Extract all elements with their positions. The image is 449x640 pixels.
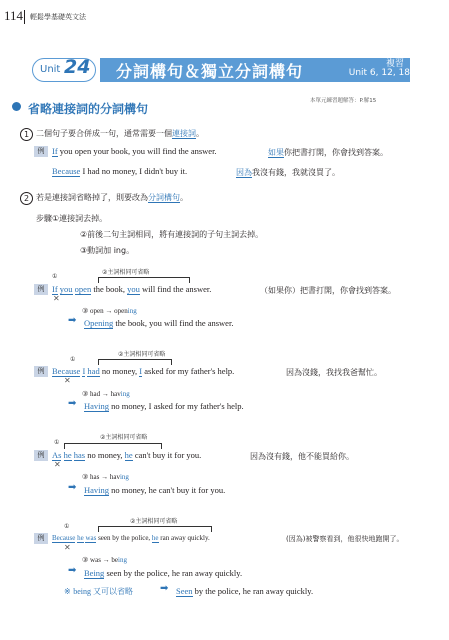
final-sentence: Seen by the police, he ran away quickly.	[176, 586, 314, 596]
page-number: 114	[4, 8, 24, 23]
point-number: 2	[20, 192, 33, 205]
example-sentence-zh: （如果你）把書打開，你會找到答案。	[260, 286, 396, 295]
example-sentence-en: If you open the book, you will find the answer.	[52, 284, 212, 294]
example-sentence-zh: 如果你把書打開，你會找到答案。	[268, 148, 388, 157]
result-arrow-icon: ➡	[68, 482, 77, 493]
result-arrow-icon: ➡	[160, 583, 169, 594]
delete-mark-icon: ✕	[64, 376, 71, 385]
step-three-change: ③ had → having	[82, 390, 130, 398]
example-badge: 例	[34, 146, 48, 157]
result-arrow-icon: ➡	[68, 398, 77, 409]
subject-bracket	[98, 277, 190, 283]
step-marker: ①	[70, 356, 76, 363]
result-arrow-icon: ➡	[68, 565, 77, 576]
example-sentence-zh: (因為)被警察看到，他很快地跑開了。	[286, 535, 404, 543]
omit-note: ②主詞相同可省略	[130, 518, 178, 525]
unit-title: 分詞構句＆獨立分詞構句	[116, 62, 304, 81]
delete-mark-icon: ✕	[53, 294, 60, 303]
example-badge: 例	[34, 366, 48, 377]
step-marker: ①	[54, 439, 60, 446]
example-badge: 例	[34, 284, 48, 295]
example-sentence-zh: 因為我沒有錢，我就沒買了。	[236, 168, 340, 177]
example-badge: 例	[34, 533, 48, 544]
step-marker: ①	[64, 523, 70, 530]
result-arrow-icon: ➡	[68, 315, 77, 326]
step-three-change: ③ open → opening	[82, 307, 137, 315]
omit-note: ②主詞相同可省略	[118, 351, 166, 358]
subject-bracket	[64, 443, 162, 449]
final-note: ※ being 又可以省略	[64, 587, 134, 596]
subject-bracket	[98, 359, 172, 365]
step-three-change: ③ has → having	[82, 473, 129, 481]
example-sentence-en: Because he was seen by the police, he ran away quickly.	[52, 534, 210, 542]
point-number: 1	[20, 128, 33, 141]
example-sentence-zh: 因為沒錢，我找我爸幫忙。	[286, 368, 382, 377]
section-title: 省略連接詞的分詞構句	[28, 102, 149, 116]
example-sentence-en: Because I had no money, I didn't buy it.	[52, 166, 188, 176]
step-three-change: ③ was → being	[82, 556, 127, 564]
header-divider	[24, 10, 25, 24]
unit-label: Unit	[40, 64, 61, 75]
result-sentence: Having no money, I asked for my father's help.	[84, 401, 244, 411]
delete-mark-icon: ✕	[64, 543, 71, 552]
delete-mark-icon: ✕	[54, 460, 61, 469]
result-sentence: Opening the book, you will find the answer.	[84, 318, 234, 328]
section-bullet-icon	[12, 102, 21, 111]
point-text: 若是連接詞省略掉了，則要改為分詞構句。	[36, 193, 188, 202]
example-sentence-en: As he has no money, he can't buy it for you.	[52, 450, 202, 460]
result-sentence: Having no money, he can't buy it for you.	[84, 485, 226, 495]
answer-reference: 本單元練習題解答：P.解15	[310, 98, 377, 104]
book-title: 輕鬆學基礎英文法	[30, 13, 86, 21]
review-units: Unit 6, 12, 18	[348, 68, 410, 78]
step-two: ②前後二句主詞相同，將有連接詞的子句主詞去掉。	[80, 230, 264, 239]
subject-bracket	[98, 526, 212, 532]
example-badge: 例	[34, 450, 48, 461]
review-label: 複習	[385, 59, 404, 69]
omit-note: ②主詞相同可省略	[102, 269, 150, 276]
result-sentence: Being seen by the police, he ran away quickly.	[84, 568, 243, 578]
step-marker: ①	[52, 273, 58, 280]
unit-number: 24	[64, 56, 91, 78]
example-sentence-zh: 因為沒有錢，他不能買給你。	[250, 452, 354, 461]
point-text: 二個句子要合併成一句，通常需要一個連接詞。	[36, 129, 204, 138]
omit-note: ②主詞相同可省略	[100, 434, 148, 441]
example-sentence-en: Because I had no money, I asked for my father's help.	[52, 366, 235, 376]
example-sentence-en: If you open your book, you will find the answer.	[52, 146, 217, 156]
step-three: ③動詞加 ing。	[80, 246, 135, 255]
step-intro: 步驟①連接詞去掉。	[36, 214, 108, 223]
